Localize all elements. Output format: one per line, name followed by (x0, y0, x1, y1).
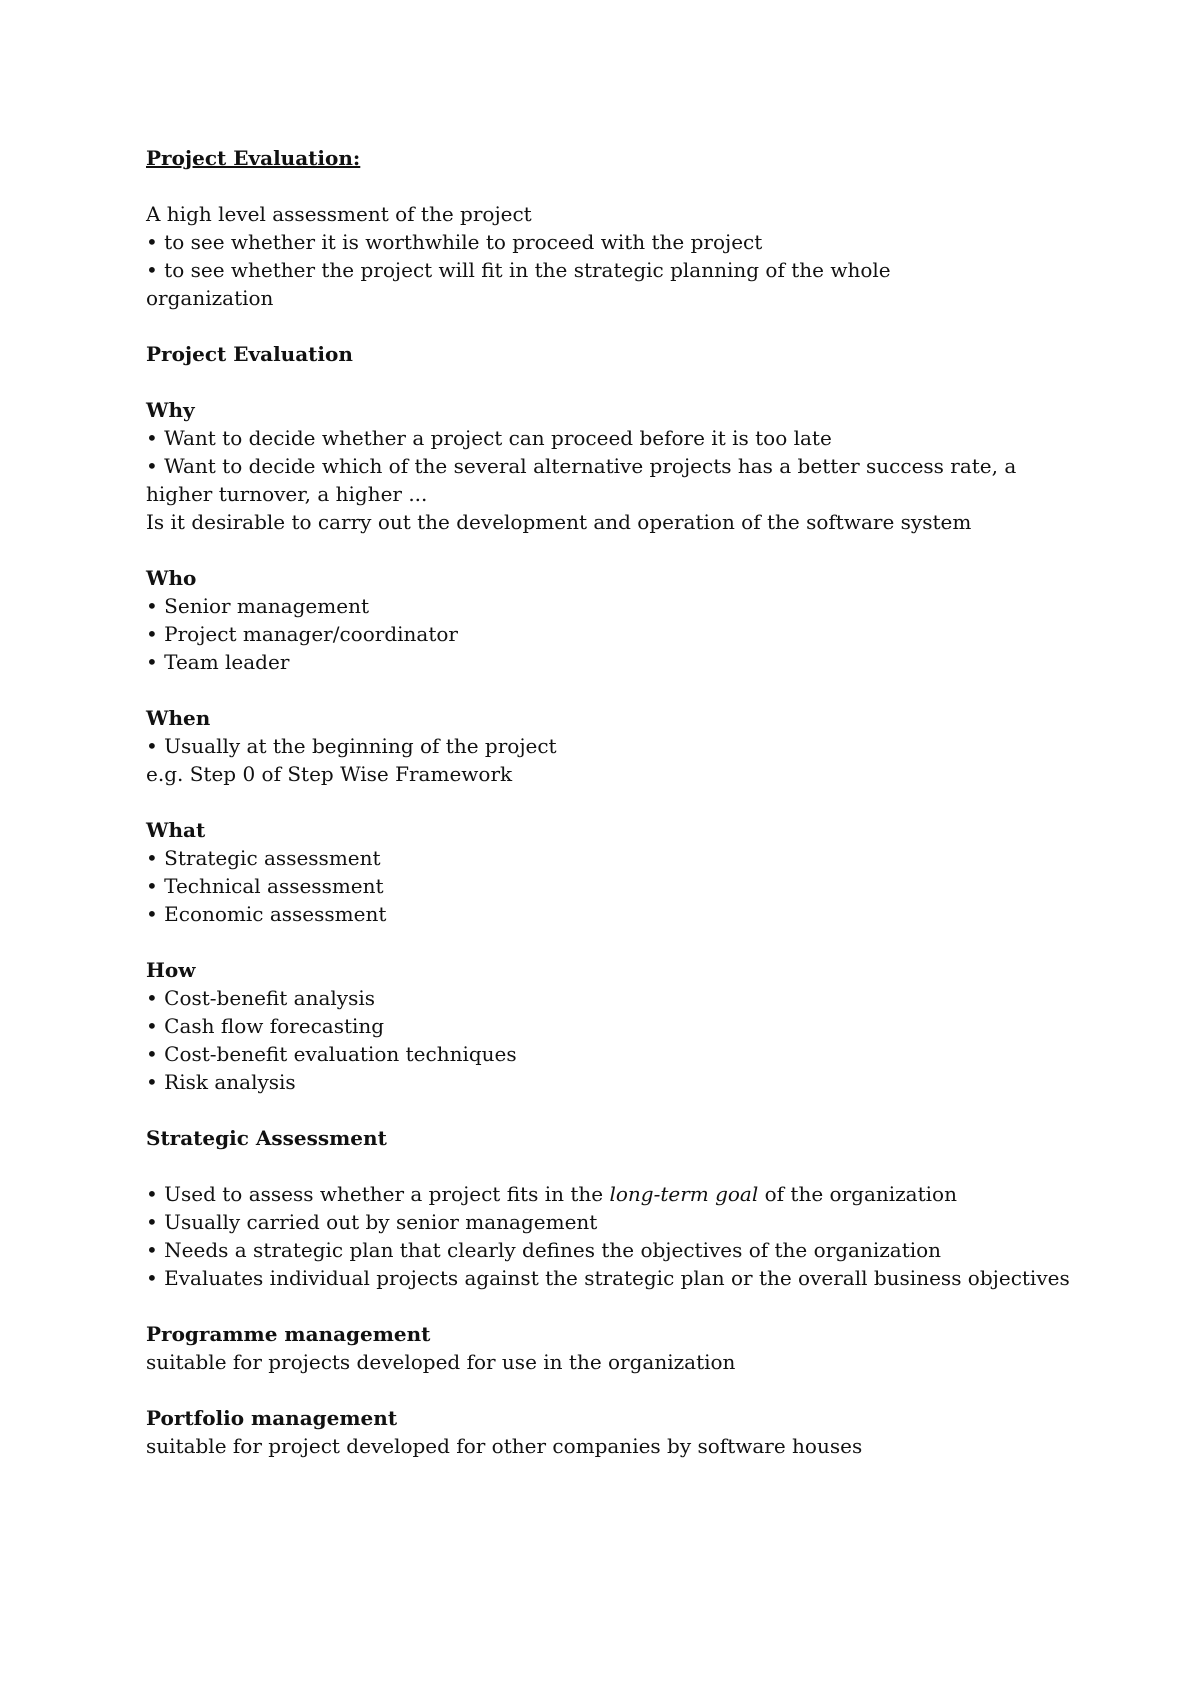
intro-lead: A high level assessment of the project (146, 202, 532, 226)
list-item: • Strategic assessment (146, 844, 1066, 872)
page-title: Project Evaluation: (146, 146, 361, 170)
why-note: Is it desirable to carry out the development and operation of the software system (146, 510, 972, 534)
when-heading: When (146, 706, 211, 730)
list-item: • Cash flow forecasting (146, 1012, 1066, 1040)
section-title: Project Evaluation (146, 342, 353, 366)
when-note: e.g. Step 0 of Step Wise Framework (146, 762, 513, 786)
portfolio-heading: Portfolio management (146, 1406, 398, 1430)
why-heading: Why (146, 398, 195, 422)
list-item: • Evaluates individual projects against the strategic plan or the overall business objectives (146, 1264, 1066, 1292)
programme-text: suitable for projects developed for use in the organization (146, 1350, 736, 1374)
list-item: • Risk analysis (146, 1068, 1066, 1096)
list-item: • Cost-benefit analysis (146, 984, 1066, 1012)
portfolio-text: suitable for project developed for other companies by software houses (146, 1434, 863, 1458)
list-item: • Team leader (146, 648, 1066, 676)
list-item: • Economic assessment (146, 900, 1066, 928)
list-item: • Technical assessment (146, 872, 1066, 900)
list-item: • Usually carried out by senior management (146, 1208, 1066, 1236)
document-page (146, 144, 1070, 1460)
what-heading: What (146, 818, 206, 842)
list-item: • Usually at the beginning of the project (146, 732, 1066, 760)
how-heading: How (146, 958, 196, 982)
list-item: • Needs a strategic plan that clearly defines the objectives of the organization (146, 1236, 1066, 1264)
list-item: • to see whether it is worthwhile to proceed with the project (146, 228, 1066, 256)
list-item: • Cost-benefit evaluation techniques (146, 1040, 1066, 1068)
list-item: • Project manager/coordinator (146, 620, 1066, 648)
programme-heading: Programme management (146, 1322, 431, 1346)
strategic-heading: Strategic Assessment (146, 1126, 387, 1150)
list-item-text: Used to assess whether a project fits in the (164, 1182, 610, 1206)
list-item-text: of the organization (758, 1182, 957, 1206)
who-heading: Who (146, 566, 197, 590)
list-item (146, 1180, 1066, 1208)
list-item: • Senior management (146, 592, 1066, 620)
emphasis-text: long-term goal (609, 1182, 759, 1206)
list-item: • Want to decide whether a project can proceed before it is too late (146, 424, 1066, 452)
list-item: • to see whether the project will fit in the strategic planning of the whole (146, 256, 1066, 284)
list-item-continuation: higher turnover, a higher ... (146, 482, 428, 506)
list-item: • Want to decide which of the several alternative projects has a better success rate, a (146, 452, 1066, 480)
list-item-continuation: organization (146, 286, 274, 310)
